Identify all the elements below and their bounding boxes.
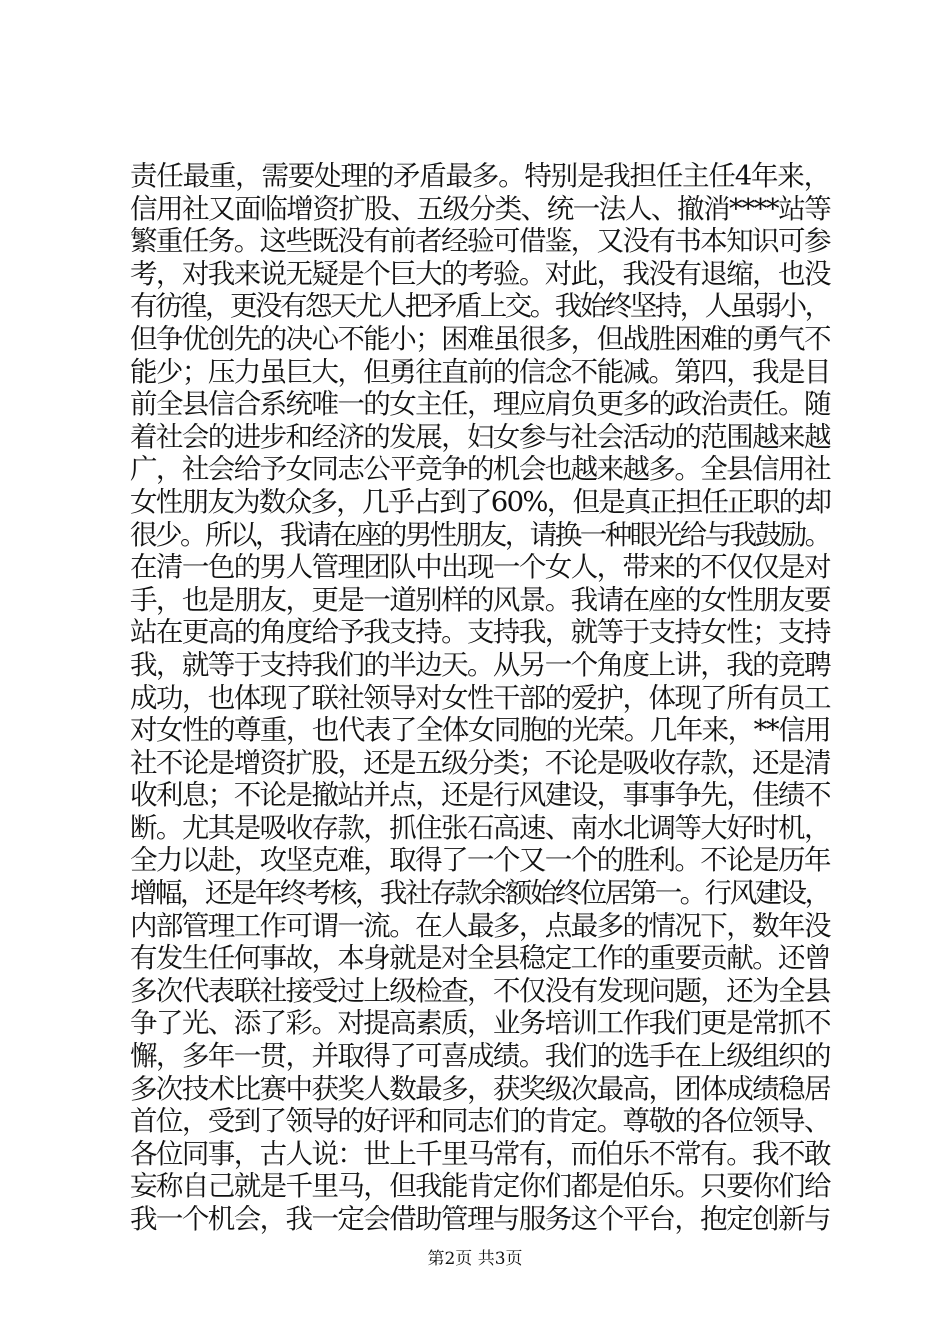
text-line: 有发生任何事故，本身就是对全县稳定工作的重要贡献。还曾 <box>130 942 830 975</box>
text-line: 各位同事，古人说：世上千里马常有，而伯乐不常有。我不敢 <box>130 1137 830 1170</box>
text-line: 但争优创先的决心不能小；困难虽很多，但战胜困难的勇气不 <box>130 322 830 355</box>
text-line: 妄称自己就是千里马，但我能肯定你们都是伯乐。只要你们给 <box>130 1170 830 1203</box>
text-line: 增幅，还是年终考核，我社存款余额始终位居第一。行风建设， <box>130 877 830 910</box>
text-line: 前全县信合系统唯一的女主任，理应肩负更多的政治责任。随 <box>130 388 830 421</box>
body-text <box>130 160 830 1236</box>
text-line: 社不论是增资扩股，还是五级分类；不论是吸收存款，还是清 <box>130 746 830 779</box>
text-line: 责任最重，需要处理的矛盾最多。特别是我担任主任4年来， <box>130 160 830 192</box>
text-line: 内部管理工作可谓一流。在人最多，点最多的情况下，数年没 <box>130 909 830 942</box>
text-line: 考，对我来说无疑是个巨大的考验。对此，我没有退缩，也没 <box>130 257 830 290</box>
text-line: 多次技术比赛中获奖人数最多，获奖级次最高，团体成绩稳居 <box>130 1072 830 1105</box>
text-line: 繁重任务。这些既没有前者经验可借鉴，又没有书本知识可参 <box>130 225 830 258</box>
page-number: 第2页 共3页 <box>427 1249 523 1269</box>
text-line: 多次代表联社接受过上级检查，不仅没有发现问题，还为全县 <box>130 974 830 1007</box>
text-line: 有彷徨，更没有怨天尤人把矛盾上交。我始终坚持，人虽弱小， <box>130 290 830 323</box>
text-line: 女性朋友为数众多，几乎占到了60%，但是真正担任正职的却 <box>130 485 831 518</box>
text-line: 信用社又面临增资扩股、五级分类、统一法人、撤消****站等 <box>130 192 831 225</box>
text-line: 首位，受到了领导的好评和同志们的肯定。尊敬的各位领导、 <box>130 1105 830 1138</box>
text-line: 懈，多年一贯，并取得了可喜成绩。我们的选手在上级组织的 <box>130 1040 830 1073</box>
text-line: 断。尤其是吸收存款，抓住张石高速、南水北调等大好时机， <box>130 811 830 844</box>
text-line: 收利息；不论是撤站并点，还是行风建设，事事争先，佳绩不 <box>130 779 830 812</box>
page-footer <box>0 1244 950 1269</box>
text-line: 我，就等于支持我们的半边天。从另一个角度上讲，我的竞聘 <box>130 648 830 681</box>
text-line: 站在更高的角度给予我支持。支持我，就等于支持女性；支持 <box>130 616 830 649</box>
text-line: 手，也是朋友，更是一道别样的风景。我请在座的女性朋友要 <box>130 583 830 616</box>
text-line: 广，社会给予女同志公平竞争的机会也越来越多。全县信用社 <box>130 453 830 486</box>
text-line: 全力以赴，攻坚克难，取得了一个又一个的胜利。不论是历年 <box>130 844 830 877</box>
text-line: 在清一色的男人管理团队中出现一个女人，带来的不仅仅是对 <box>130 551 830 584</box>
text-line: 对女性的尊重，也代表了全体女同胞的光荣。几年来，**信用 <box>130 714 831 747</box>
text-line: 能少；压力虽巨大，但勇往直前的信念不能减。第四，我是目 <box>130 355 830 388</box>
text-line: 着社会的进步和经济的发展，妇女参与社会活动的范围越来越 <box>130 420 830 453</box>
text-line: 很少。所以，我请在座的男性朋友，请换一种眼光给与我鼓励。 <box>130 518 830 551</box>
text-line: 成功，也体现了联社领导对女性干部的爱护，体现了所有员工 <box>130 681 830 714</box>
text-line: 争了光、添了彩。对提高素质，业务培训工作我们更是常抓不 <box>130 1007 830 1040</box>
text-line: 我一个机会，我一定会借助管理与服务这个平台，抱定创新与 <box>130 1203 830 1235</box>
